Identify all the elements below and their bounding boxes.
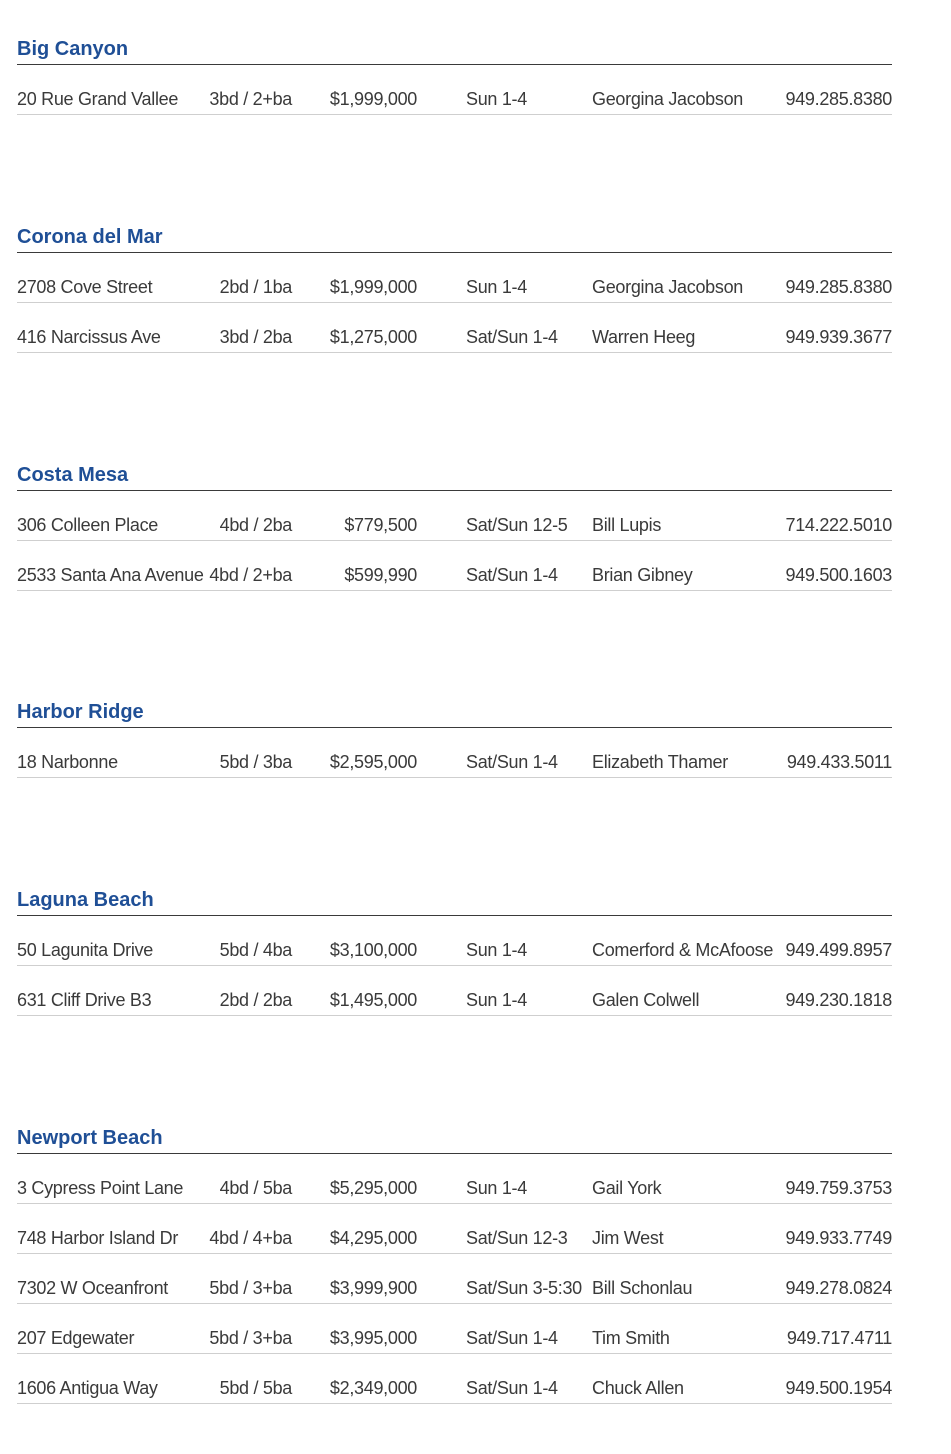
listing-open-house-hours: Sun 1-4 [466,89,527,109]
listing-row [17,916,892,966]
listing-price: $1,275,000 [329,327,417,347]
listing-row [17,303,892,353]
listing-open-house-hours: Sat/Sun 1-4 [466,1328,558,1348]
listing-phone: 949.285.8380 [785,277,892,297]
listing-price: $779,500 [344,515,417,535]
listing-agent: Jim West [592,1228,664,1248]
listing-price: $4,295,000 [329,1228,417,1248]
listing-price: $599,990 [344,565,417,585]
section-title: Laguna Beach [17,886,892,916]
listing-phone: 949.759.3753 [785,1178,892,1198]
listing-phone: 949.433.5011 [786,752,892,772]
listing-agent: Tim Smith [592,1328,670,1348]
listing-beds-baths: 2bd / 1ba [219,277,292,297]
listing-price: $1,999,000 [329,277,417,297]
listing-beds-baths: 4bd / 5ba [219,1178,292,1198]
listing-phone: 949.230.1818 [785,990,892,1010]
listing-beds-baths: 4bd / 4+ba [209,1228,292,1248]
listing-agent: Georgina Jacobson [592,89,744,109]
listing-beds-baths: 5bd / 3+ba [209,1328,292,1348]
listing-phone: 949.933.7749 [785,1228,892,1248]
listing-row [17,966,892,1016]
listing-row [17,1354,892,1404]
listing-row [17,65,892,115]
section-laguna-beach [17,886,892,1016]
listing-agent: Brian Gibney [592,565,693,585]
listing-address: 306 Colleen Place [17,515,159,535]
listing-row [17,728,892,778]
listing-row [17,1254,892,1304]
listing-agent: Gail York [592,1178,662,1198]
listing-address: 416 Narcissus Ave [17,327,161,347]
listing-phone: 949.278.0824 [785,1278,892,1298]
listing-price: $1,999,000 [329,89,417,109]
listing-agent: Bill Lupis [592,515,662,535]
listing-price: $5,295,000 [329,1178,417,1198]
listing-agent: Bill Schonlau [592,1278,693,1298]
listing-address: 1606 Antigua Way [17,1378,158,1398]
listing-phone: 714.222.5010 [785,515,892,535]
listing-open-house-hours: Sun 1-4 [466,277,527,297]
listing-beds-baths: 5bd / 4ba [219,940,292,960]
listing-price: $3,995,000 [329,1328,417,1348]
listing-agent: Chuck Allen [592,1378,684,1398]
listing-phone: 949.285.8380 [785,89,892,109]
listing-address: 748 Harbor Island Dr [17,1228,179,1248]
listing-address: 2533 Santa Ana Avenue [17,565,204,585]
listing-row [17,1304,892,1354]
section-newport-beach [17,1124,892,1404]
listing-phone: 949.717.4711 [786,1328,892,1348]
section-title: Newport Beach [17,1124,892,1154]
listing-address: 7302 W Oceanfront [17,1278,168,1298]
listing-price: $2,349,000 [329,1378,417,1398]
listing-open-house-hours: Sat/Sun 12-5 [466,515,568,535]
listing-row [17,1154,892,1204]
listing-agent: Elizabeth Thamer [592,752,728,772]
listing-open-house-hours: Sat/Sun 12-3 [466,1228,568,1248]
section-title: Corona del Mar [17,223,892,253]
listing-agent: Georgina Jacobson [592,277,744,297]
listing-open-house-hours: Sat/Sun 3-5:30 [466,1278,582,1298]
listing-price: $3,100,000 [329,940,417,960]
listing-beds-baths: 4bd / 2+ba [209,565,292,585]
listing-agent: Warren Heeg [592,327,696,347]
listing-phone: 949.500.1954 [785,1378,892,1398]
listing-phone: 949.939.3677 [785,327,892,347]
listing-open-house-hours: Sun 1-4 [466,1178,527,1198]
listing-row [17,1204,892,1254]
listing-open-house-hours: Sat/Sun 1-4 [466,565,558,585]
listing-address: 18 Narbonne [17,752,118,772]
listing-row [17,491,892,541]
listing-row [17,253,892,303]
section-title: Harbor Ridge [17,698,892,728]
listing-address: 631 Cliff Drive B3 [17,990,152,1010]
listing-beds-baths: 3bd / 2ba [219,327,292,347]
listing-beds-baths: 2bd / 2ba [219,990,292,1010]
listing-address: 2708 Cove Street [17,277,153,297]
listing-address: 20 Rue Grand Vallee [17,89,179,109]
listing-price: $3,999,900 [329,1278,417,1298]
listing-open-house-hours: Sun 1-4 [466,940,527,960]
listing-row [17,541,892,591]
section-harbor-ridge [17,698,892,778]
section-title: Big Canyon [17,35,892,65]
listing-beds-baths: 5bd / 3+ba [209,1278,292,1298]
listing-address: 50 Lagunita Drive [17,940,153,960]
listing-address: 3 Cypress Point Lane [17,1178,184,1198]
listing-open-house-hours: Sat/Sun 1-4 [466,752,558,772]
section-corona-del-mar [17,223,892,353]
listing-open-house-hours: Sat/Sun 1-4 [466,327,558,347]
listing-beds-baths: 5bd / 3ba [219,752,292,772]
listing-price: $2,595,000 [329,752,417,772]
listing-beds-baths: 4bd / 2ba [219,515,292,535]
section-costa-mesa [17,461,892,591]
listing-beds-baths: 3bd / 2+ba [209,89,292,109]
listing-price: $1,495,000 [329,990,417,1010]
listing-beds-baths: 5bd / 5ba [219,1378,292,1398]
listing-open-house-hours: Sun 1-4 [466,990,527,1010]
section-title: Costa Mesa [17,461,892,491]
listing-agent: Comerford & McAfoose [592,940,774,960]
listing-phone: 949.499.8957 [785,940,892,960]
listing-phone: 949.500.1603 [785,565,892,585]
listing-open-house-hours: Sat/Sun 1-4 [466,1378,558,1398]
section-big-canyon [17,35,892,115]
listing-agent: Galen Colwell [592,990,700,1010]
listing-address: 207 Edgewater [17,1328,135,1348]
